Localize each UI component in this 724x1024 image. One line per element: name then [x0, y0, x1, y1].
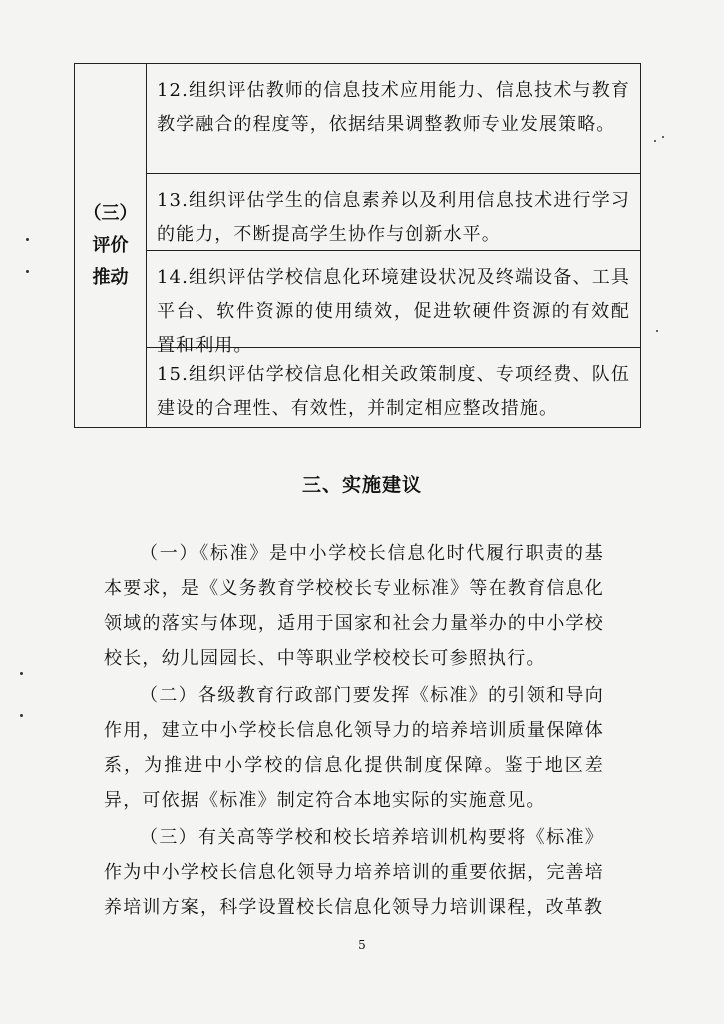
table-row: 14.组织评估学校信息化环境建设状况及终端设备、工具平台、软件资源的使用绩效，促进软硬件资源的有效配置和利用。 — [147, 251, 640, 348]
scan-speck — [20, 672, 23, 675]
category-label-line2: 评价 — [92, 234, 129, 256]
scan-speck — [656, 330, 658, 332]
scan-speck — [26, 238, 29, 241]
scan-speck — [20, 714, 23, 717]
category-label-line1: （三） — [83, 202, 138, 224]
paragraph-1: （一）《标准》是中小学校长信息化时代履行职责的基本要求，是《义务教育学校校长专业标准》等在教育信息化领域的落实与体现，适用于国家和社会力量举办的中小学校校长，幼儿园园长、中等职业学校校长可参照执行。 — [104, 543, 604, 669]
category-cell — [75, 64, 147, 427]
page-number: 5 — [358, 938, 366, 952]
table-row: 13.组织评估学生的信息素养以及利用信息技术进行学习的能力，不断提高学生协作与创新水平。 — [147, 174, 640, 251]
standards-table — [74, 63, 641, 428]
scan-speck — [662, 136, 664, 138]
scan-speck — [26, 270, 29, 273]
paragraph-3: （三）有关高等学校和校长培养培训机构要将《标准》作为中小学校长信息化领导力培养培训的重要依据，完善培养培训方案，科学设置校长信息化领导力培训课程，改革教 — [104, 827, 604, 918]
table-row: 15.组织评估学校信息化相关政策制度、专项经费、队伍建设的合理性、有效性，并制定相应整改措施。 — [157, 364, 630, 419]
table-row: 12.组织评估教师的信息技术应用能力、信息技术与教育教学融合的程度等，依据结果调整教师专业发展策略。 — [147, 64, 640, 174]
category-label-line3: 推动 — [92, 266, 129, 288]
section-heading: 三、实施建议 — [301, 474, 422, 496]
scan-speck — [654, 140, 656, 142]
paragraph-2: （二）各级教育行政部门要发挥《标准》的引领和导向作用，建立中小学校长信息化领导力的培养培训质量保障体系，为推进中小学校的信息化提供制度保障。鉴于地区差异，可依据《标准》制定符合本地实际的实施意见。 — [104, 685, 604, 811]
table-rows — [147, 64, 640, 427]
